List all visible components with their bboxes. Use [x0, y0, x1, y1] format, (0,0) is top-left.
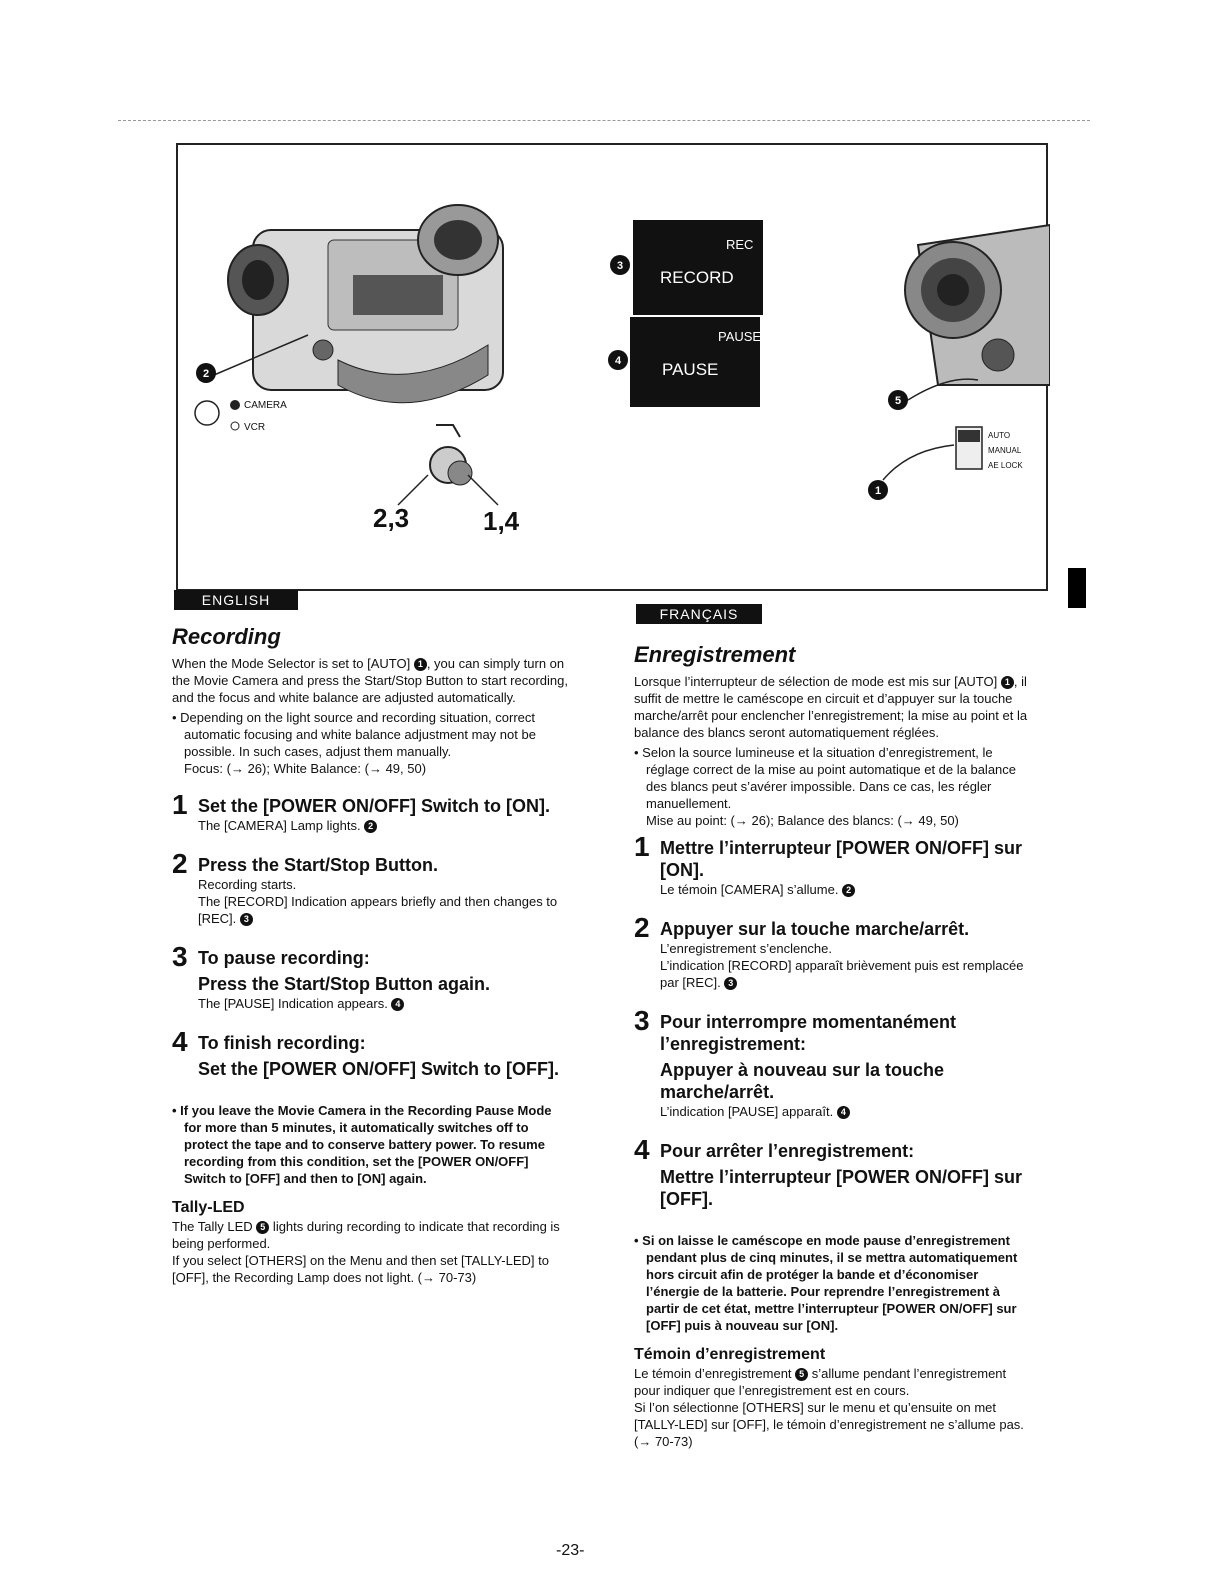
- english-step-1: [172, 791, 568, 844]
- screen-pause-top: PAUSE: [718, 329, 762, 344]
- marker-3: 3: [616, 260, 624, 272]
- francais-step-1: [634, 833, 1034, 908]
- step-note: L’indication [PAUSE] apparaît. 4: [660, 1103, 1034, 1120]
- english-warning: • If you leave the Movie Camera in the Recording Pause Mode for more than 5 minutes, it automatically switches off to protect the tape and to conserve battery power. To resume recording from this condition, set the [POWER ON/OFF] Switch to [OFF] and then to [ON] again.: [172, 1103, 552, 1186]
- step-number: 3: [172, 941, 188, 972]
- english-step-2: [172, 850, 568, 937]
- thumb-index-mark: [1068, 568, 1086, 608]
- top-rule: [118, 120, 1090, 121]
- illustration-box: [176, 143, 1048, 591]
- english-title: Recording: [172, 624, 281, 649]
- step-note: The [PAUSE] Indication appears. 4: [198, 995, 568, 1012]
- francais-bullet: • Selon la source lumineuse et la situation d’enregistrement, le réglage correct de la mise au point automatique et de la balance des blancs peut s’avérer impossible. Dans ce cas, les régler manuellement.: [634, 745, 1017, 811]
- english-step-3: [172, 943, 568, 1022]
- selector-auto: AUTO: [988, 431, 1011, 440]
- step-note: L’enregistrement s’enclenche. L’indication [RECORD] apparaît brièvement puis est remplacée par [REC]. 3: [660, 941, 1024, 990]
- step-title: To finish recording:: [198, 1033, 366, 1053]
- mode-camera-label: CAMERA: [244, 400, 287, 411]
- english-column: [172, 624, 568, 1289]
- step-number: 1: [634, 831, 650, 862]
- english-step-4: [172, 1028, 568, 1080]
- step-number: 4: [172, 1026, 188, 1057]
- step-title: Press the Start/Stop Button.: [198, 855, 439, 875]
- marker-4: 4: [614, 355, 622, 367]
- english-tally-title: Tally-LED: [172, 1199, 245, 1216]
- francais-title: Enregistrement: [634, 642, 796, 667]
- francais-label: FRANÇAIS: [636, 604, 762, 624]
- step-note: The [CAMERA] Lamp lights. 2: [198, 817, 568, 834]
- page-number: -23-: [556, 1542, 585, 1559]
- francais-ref: Mise au point: (→ 26); Balance des blancs: (→ 49, 50): [646, 813, 959, 828]
- step-title-2: Set the [POWER ON/OFF] Switch to [OFF].: [198, 1059, 559, 1079]
- step-title-2: Press the Start/Stop Button again.: [198, 974, 491, 994]
- step-number: 3: [634, 1005, 650, 1036]
- francais-step-3: [634, 1007, 1034, 1130]
- dial-label-left: 2,3: [373, 503, 410, 533]
- step-number: 2: [634, 912, 650, 943]
- record-screen: [610, 220, 763, 315]
- screen-rec-top: REC: [726, 237, 754, 252]
- marker-5: 5: [894, 395, 902, 407]
- marker-1: 1: [874, 485, 882, 497]
- pause-screen: [608, 317, 761, 407]
- francais-intro: Lorsque l’interrupteur de sélection de mode est mis sur [AUTO] 1 , il suffit de mettre le caméscope en circuit et d’appuyer sur la touche marche/arrêt pour enclencher l’enregistrement; la mise au point et la balance des blancs seront automatiquement réglées.: [634, 674, 1028, 740]
- screen-pause-main: PAUSE: [662, 360, 719, 379]
- screen-rec-main: RECORD: [660, 268, 734, 287]
- francais-warning: • Si on laisse le caméscope en mode pause d’enregistrement pendant plus de cinq minutes, il se mettra automatiquement hors circuit afin de protéger la bande et d’économiser l’énergie de la batterie. Pour reprendre l’enregistrement à partir de cet état, mettre l’interrupteur [POWER ON/OFF] sur [OFF] puis à nouveau sur [ON].: [634, 1233, 1018, 1333]
- step-title: To pause recording:: [198, 948, 370, 968]
- english-ref: Focus: (→ 26); White Balance: (→ 49, 50): [184, 761, 427, 776]
- selector-aelock: AE LOCK: [988, 461, 1023, 470]
- step-note: Recording starts. The [RECORD] Indication appears briefly and then changes to [REC]. 3: [198, 877, 558, 926]
- english-tally-text: The Tally LED 5 lights during recording to indicate that recording is being performed. If you select [OTHERS] on the Menu and then set [TALLY-LED] to [OFF], the Recording Lamp does not light. (→ 70-73): [172, 1219, 560, 1285]
- step-title: Pour arrêter l’enregistrement:: [660, 1141, 915, 1161]
- marker-1-icon: 1: [414, 658, 427, 671]
- francais-tally-text: Le témoin d’enregistrement 5 s’allume pendant l’enregistrement pour indiquer que l’enregistrement est en cours. Si l’on sélectionne [OTHERS] sur le menu et qu’ensuite on met [TALLY-LED] sur [OFF], le témoin d’enregistrement ne s’allume pas. (→ 70-73): [634, 1366, 1024, 1449]
- step-note: Le témoin [CAMERA] s’allume. 2: [660, 881, 1034, 898]
- english-bullet: • Depending on the light source and recording situation, correct automatic focusing and white balance adjustment may not be possible. In such cases, adjust them manually.: [172, 710, 536, 759]
- step-number: 4: [634, 1134, 650, 1165]
- selector-manual: MANUAL: [988, 446, 1022, 455]
- step-number: 2: [172, 848, 188, 879]
- marker-2: 2: [202, 368, 210, 380]
- camera-illustration: [178, 145, 1050, 593]
- step-number: 1: [172, 789, 188, 820]
- step-title: Pour interrompre momentanément l’enregistrement:: [660, 1012, 957, 1054]
- camcorder-front-view: [868, 225, 1050, 500]
- francais-step-2: [634, 914, 1034, 1001]
- english-label: ENGLISH: [174, 590, 298, 610]
- dial-label-right: 1,4: [483, 506, 520, 536]
- camcorder-side-view: [195, 205, 520, 536]
- step-title: Mettre l’interrupteur [POWER ON/OFF] sur [ON].: [660, 838, 1023, 880]
- step-title-2: Appuyer à nouveau sur la touche marche/arrêt.: [660, 1060, 945, 1102]
- english-intro: When the Mode Selector is set to [AUTO] 1 , you can simply turn on the Movie Camera and press the Start/Stop Button to start recording, and the focus and white balance are adjusted automatically.: [172, 656, 568, 705]
- francais-column: [634, 642, 1034, 1453]
- mode-vcr-label: VCR: [244, 422, 266, 433]
- step-title: Set the [POWER ON/OFF] Switch to [ON].: [198, 796, 550, 816]
- step-title-2: Mettre l’interrupteur [POWER ON/OFF] sur [OFF].: [660, 1167, 1023, 1209]
- step-title: Appuyer sur la touche marche/arrêt.: [660, 919, 970, 939]
- francais-step-4: [634, 1136, 1034, 1210]
- francais-tally-title: Témoin d’enregistrement: [634, 1346, 826, 1363]
